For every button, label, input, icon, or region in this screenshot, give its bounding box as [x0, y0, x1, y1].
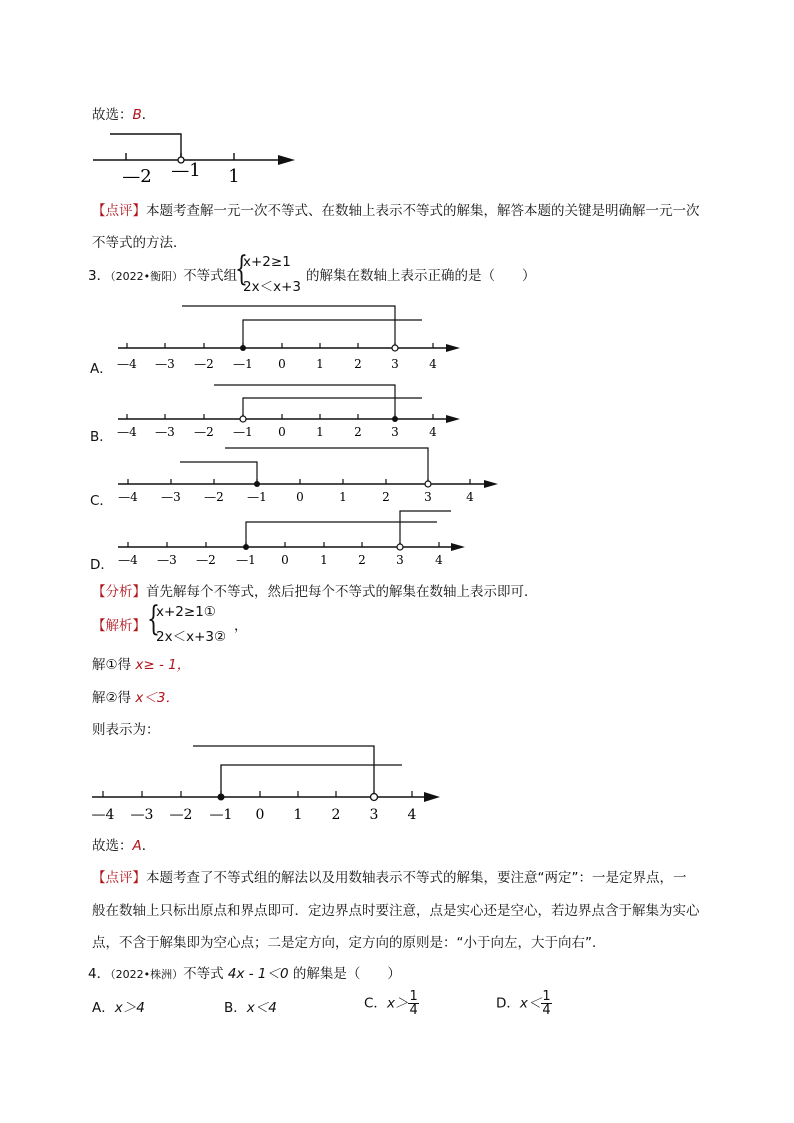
ticks: [103, 791, 412, 797]
comment-tag: 【点评】: [92, 203, 146, 219]
comment-text: 本题考查解一元一次不等式、在数轴上表示不等式的解集，解答本题的关键是明确解一元一次: [146, 203, 700, 219]
represent-label: 则表示为：: [92, 722, 160, 738]
tick-label: —3: [161, 490, 181, 504]
step-2-math: x＜3．: [135, 690, 179, 706]
stem-suffix: 的解集是（ ）: [288, 966, 401, 982]
option-text: x＜4: [246, 1000, 277, 1016]
tick-label: 2: [382, 490, 390, 504]
tick-label: —1: [247, 490, 267, 504]
comment-text: 本题考查了不等式组的解法以及用数轴表示不等式的解集，要注意“两定”：一是定界点，一: [146, 870, 687, 886]
q4-option-b[interactable]: [224, 996, 277, 1016]
option-a-letter[interactable]: A．: [90, 361, 113, 377]
fraction-numerator: 1: [409, 989, 418, 1004]
tick-label: 4: [407, 807, 417, 823]
tick-label: 3: [391, 357, 399, 371]
tick-label: 0: [278, 425, 286, 439]
tick-label: —2: [204, 490, 224, 504]
tick-label: —1: [209, 807, 233, 823]
answer-prefix: 故选：: [92, 107, 133, 123]
q3-answer: [92, 834, 155, 854]
tick-label: 3: [424, 490, 432, 504]
tick-label: 3: [369, 807, 379, 823]
tick-label: —2: [169, 807, 193, 823]
question-number: 4．: [88, 966, 111, 982]
question-number: 3．: [88, 268, 111, 284]
tick-label: 3: [391, 425, 399, 439]
fraction-numerator: 1: [542, 989, 551, 1004]
fraction: [541, 990, 551, 1017]
tick-label: —2: [194, 425, 214, 439]
tick-label: 1: [293, 807, 303, 823]
axis-arrow: [424, 792, 440, 802]
tick-label: —1: [233, 357, 253, 371]
tick-label: —4: [117, 425, 137, 439]
tick-label: —2: [196, 553, 216, 567]
option-letter: B．: [224, 1000, 247, 1016]
stem-prefix: 不等式组: [183, 268, 238, 284]
question-source: （2022•株洲）: [110, 968, 184, 981]
tick-label: 4: [429, 425, 437, 439]
q4-option-d[interactable]: [496, 990, 552, 1017]
analysis-text: 首先解每个不等式，然后把每个不等式的解集在数轴上表示即可．: [146, 584, 538, 600]
tick-label: —3: [155, 425, 175, 439]
tick-label: 3: [396, 553, 404, 567]
answer-letter: A: [132, 838, 142, 854]
q2-comment-line2: 不等式的方法．: [92, 235, 187, 251]
stem-prefix: 不等式: [183, 966, 228, 982]
option-letter: D．: [496, 995, 520, 1012]
right-ray: [221, 765, 402, 797]
option-text: x＞: [386, 995, 409, 1012]
q3-stem-suffix: 的解集在数轴上表示正确的是（ ）: [306, 268, 536, 284]
tick-label: 4: [435, 553, 443, 567]
step-2-prefix: 解②得: [92, 690, 136, 706]
q4-option-a[interactable]: [92, 996, 145, 1016]
analysis-tag: 【分析】: [92, 584, 146, 600]
system-line-1: x+2≥1: [243, 254, 291, 270]
tick-label: —4: [118, 553, 138, 567]
fraction: [408, 990, 418, 1017]
tick-label: 2: [358, 553, 366, 567]
fraction-denominator: 4: [409, 1003, 418, 1018]
tick-label: 4: [466, 490, 474, 504]
answer-suffix: ．: [141, 838, 156, 854]
open-endpoint: [371, 794, 378, 801]
option-c-letter[interactable]: C．: [90, 493, 113, 509]
option-d-letter[interactable]: D．: [90, 557, 114, 573]
option-text: x＜: [519, 995, 542, 1012]
tick-label: —2: [194, 357, 214, 371]
tick-label: 1: [316, 357, 324, 371]
answer-prefix: 故选：: [92, 838, 133, 854]
tick-label: 0: [281, 553, 289, 567]
solid-endpoint: [218, 794, 225, 801]
tick-label: 2: [354, 357, 362, 371]
tick-label: —3: [155, 357, 175, 371]
comment-tag: 【点评】: [92, 870, 146, 886]
fraction-denominator: 4: [542, 1003, 551, 1018]
answer-letter: B: [132, 107, 142, 123]
tick-label: 2: [331, 807, 341, 823]
tick-label: 0: [278, 357, 286, 371]
tick-label: 1: [339, 490, 347, 504]
option-b-letter[interactable]: B．: [90, 429, 113, 445]
q4-stem: [88, 962, 401, 982]
option-letter: C．: [364, 995, 387, 1012]
tick-label: 1: [316, 425, 324, 439]
brace-icon: {: [235, 249, 248, 289]
solution-comma: ，: [234, 618, 248, 634]
answer-suffix: ．: [141, 107, 156, 123]
option-text: x＞4: [114, 1000, 145, 1016]
tick-label: 4: [429, 357, 437, 371]
tick-label: 2: [354, 425, 362, 439]
solution-tag: 【解析】: [92, 618, 146, 634]
step-1-prefix: 解①得: [92, 657, 136, 673]
tick-label: —4: [117, 357, 137, 371]
q3-comment-line2: 般在数轴上只标出原点和界点即可．定边界点时要注意，点是实心还是空心，若边界点含于解集为实心: [92, 903, 700, 919]
solution-line-2: 2x＜x+3②: [156, 629, 227, 645]
left-ray: [193, 746, 374, 797]
tick-label: —1: [233, 425, 253, 439]
q4-option-c[interactable]: [364, 990, 419, 1017]
option-letter: A．: [92, 1000, 115, 1016]
tick-label: —2: [122, 166, 152, 187]
tick-label: 1: [228, 166, 240, 187]
tick-label: —3: [157, 553, 177, 567]
question-source: （2022•衡阳）: [110, 270, 184, 283]
tick-label: —1: [236, 553, 256, 567]
q3-comment: [92, 866, 687, 886]
tick-label: —4: [118, 490, 138, 504]
solution-line-1: x+2≥1①: [156, 604, 216, 620]
tick-label: 1: [320, 553, 328, 567]
tick-label: 0: [296, 490, 304, 504]
tick-label: 0: [255, 807, 265, 823]
tick-label: —1: [171, 160, 201, 181]
tick-label: —3: [130, 807, 154, 823]
tick-label: —4: [91, 807, 115, 823]
q3-comment-line3: 点，不含于解集即为空心点；二是定方向，定方向的原则是：“小于向左，大于向右”．: [92, 935, 606, 951]
system-line-2: 2x＜x+3: [243, 279, 301, 295]
stem-math: 4x - 1＜0: [227, 966, 289, 982]
brace-icon: {: [147, 599, 160, 639]
step-1-math: x≥ - 1，: [135, 657, 191, 673]
